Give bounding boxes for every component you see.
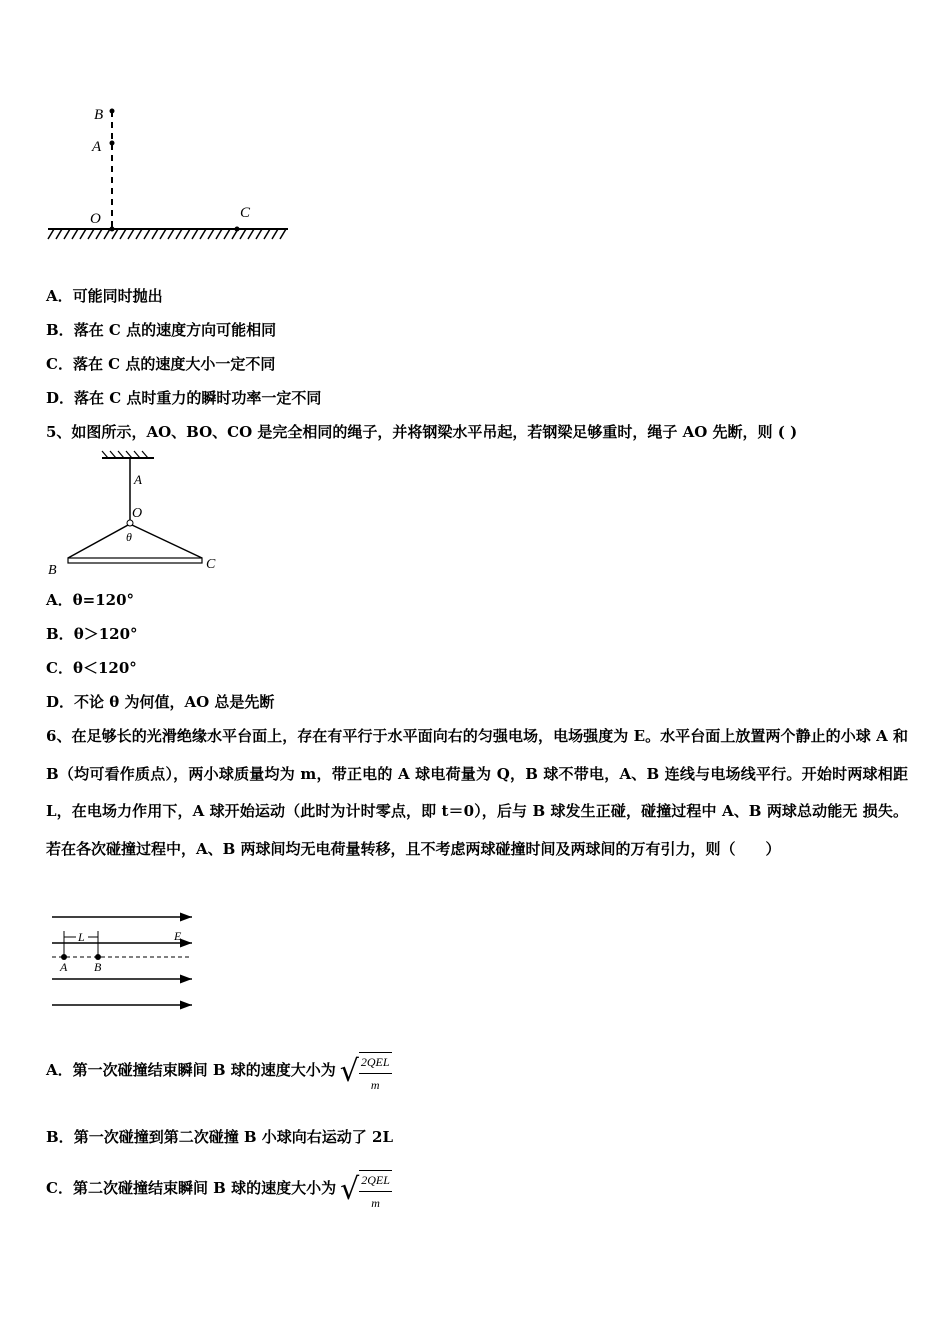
hatch-mark <box>88 229 94 239</box>
q5-stem: 5、如图所示，AO、BO、CO 是完全相同的绳子，并将钢梁水平吊起，若钢梁足够重时，绳子 AO 先断，则 ( ) <box>46 423 798 441</box>
option-letter: D． <box>46 693 75 711</box>
hatch-mark <box>264 229 270 239</box>
hatch-mark <box>48 229 54 239</box>
option-text: 落在 C 点的速度方向可能相同 <box>73 321 277 339</box>
option-text: 第一次碰撞到第二次碰撞 B 小球向右运动了 2L <box>73 1128 394 1146</box>
figure-projectile <box>40 95 300 255</box>
option-letter: B． <box>46 1128 74 1146</box>
hatch-mark <box>200 229 206 239</box>
q6-option-c[interactable] <box>46 1163 392 1215</box>
figure-electric-field <box>48 905 208 1015</box>
hatch-mark <box>184 229 190 239</box>
option-letter: A． <box>46 1061 73 1079</box>
option-letter: A． <box>46 287 73 305</box>
hatch-mark <box>256 229 262 239</box>
option-text: θ＞120° <box>73 625 138 643</box>
numerator: 2QEL <box>359 1052 392 1074</box>
q5-option-c[interactable] <box>46 658 137 678</box>
q5-option-d[interactable] <box>46 692 274 712</box>
hatch-mark <box>118 451 124 458</box>
hatch-mark <box>272 229 278 239</box>
option-text: 落在 C 点时重力的瞬时功率一定不同 <box>74 389 322 407</box>
hatch-mark <box>216 229 222 239</box>
label-l: L <box>78 930 85 944</box>
option-letter: C． <box>46 355 73 373</box>
option-letter: B． <box>46 625 74 643</box>
hatch-mark <box>72 229 78 239</box>
label-a: A <box>92 139 102 155</box>
label-b: B <box>94 107 104 123</box>
hatch-mark <box>168 229 174 239</box>
hatch-mark <box>160 229 166 239</box>
hatch-mark <box>224 229 230 239</box>
hatch-mark <box>134 451 140 458</box>
option-text: 可能同时抛出 <box>72 287 163 305</box>
hatch-mark <box>152 229 158 239</box>
q6-stem: 6、在足够长的光滑绝缘水平台面上，存在有平行于水平面向右的匀强电场，电场强度为 E。水平台面上放置两个静止的小球 A 和 B（均可看作质点），两小球质量均为 m，带正电的 A 球电荷量为 Q，B 球不带电，A、B 连线与电场线平行。开始时两球相距 L，在电场力作用下，A 球开始运动（此时为计时零点，即 t＝0），后与 B 球发生正碰，碰撞过程中 A、B 两球总动能无 损失。若在各次碰撞过程中，A、B 两球间均无电荷量转移，且不考虑两球碰撞时间及两球间的万有引力，则（ ） <box>46 727 908 858</box>
label-a: A <box>134 472 142 487</box>
option-text: θ＜120° <box>72 659 137 677</box>
label-b: B <box>94 960 102 974</box>
hatch-mark <box>120 229 126 239</box>
option-text: 不论 θ 为何值，AO 总是先断 <box>74 693 275 711</box>
denominator: m <box>370 1077 380 1092</box>
label-a: A <box>60 960 68 974</box>
label-c: C <box>240 205 251 221</box>
q6-option-b[interactable] <box>46 1127 393 1147</box>
hatch-mark <box>80 229 86 239</box>
denominator: m <box>371 1195 380 1210</box>
sqrt-fraction: √ $\frac{\text{2QEL}}{m}$ <box>339 1053 390 1092</box>
hatch-mark <box>104 229 110 239</box>
hatch-mark <box>142 451 148 458</box>
option-letter: C． <box>46 1179 73 1197</box>
option-letter: A． <box>46 591 73 609</box>
hatch-mark <box>110 451 116 458</box>
label-c: C <box>206 557 216 572</box>
option-text: θ=120° <box>72 591 135 609</box>
hatch-mark <box>128 229 134 239</box>
numerator: 2QEL <box>359 1170 392 1192</box>
label-o: O <box>90 211 101 227</box>
option-letter: B． <box>46 321 74 339</box>
q5-option-b[interactable] <box>46 624 138 644</box>
label-b: B <box>48 563 57 578</box>
hatch-mark <box>102 451 108 458</box>
option-letter: D． <box>46 389 75 407</box>
option-text: 落在 C 点的速度大小一定不同 <box>72 355 276 373</box>
hatch-mark <box>176 229 182 239</box>
q5-option-a[interactable] <box>46 590 134 610</box>
hatch-mark <box>280 229 286 239</box>
hatch-mark <box>192 229 198 239</box>
hatch-mark <box>248 229 254 239</box>
hatch-mark <box>240 229 246 239</box>
hatch-mark <box>144 229 150 239</box>
hatch-mark <box>56 229 62 239</box>
option-text: 第二次碰撞结束瞬间 B 球的速度大小为 <box>72 1179 337 1197</box>
q4-option-a[interactable] <box>46 286 163 306</box>
label-e: E <box>174 929 182 943</box>
figure-ropes <box>40 450 240 580</box>
q4-option-b[interactable] <box>46 320 276 340</box>
hatch-mark <box>208 229 214 239</box>
q4-option-c[interactable] <box>46 354 275 374</box>
label-theta: θ <box>126 530 132 544</box>
hatch-mark <box>96 229 102 239</box>
sqrt-fraction: √ $\frac{\text{2QEL}}{m}$ <box>340 1171 390 1210</box>
hatch-mark <box>126 451 132 458</box>
option-text: 第一次碰撞结束瞬间 B 球的速度大小为 <box>72 1061 336 1079</box>
option-letter: C． <box>46 659 73 677</box>
hatch-mark <box>64 229 70 239</box>
label-o: O <box>132 506 143 521</box>
q4-option-d[interactable] <box>46 388 321 408</box>
hatch-mark <box>136 229 142 239</box>
q6-option-a[interactable] <box>46 1045 392 1097</box>
